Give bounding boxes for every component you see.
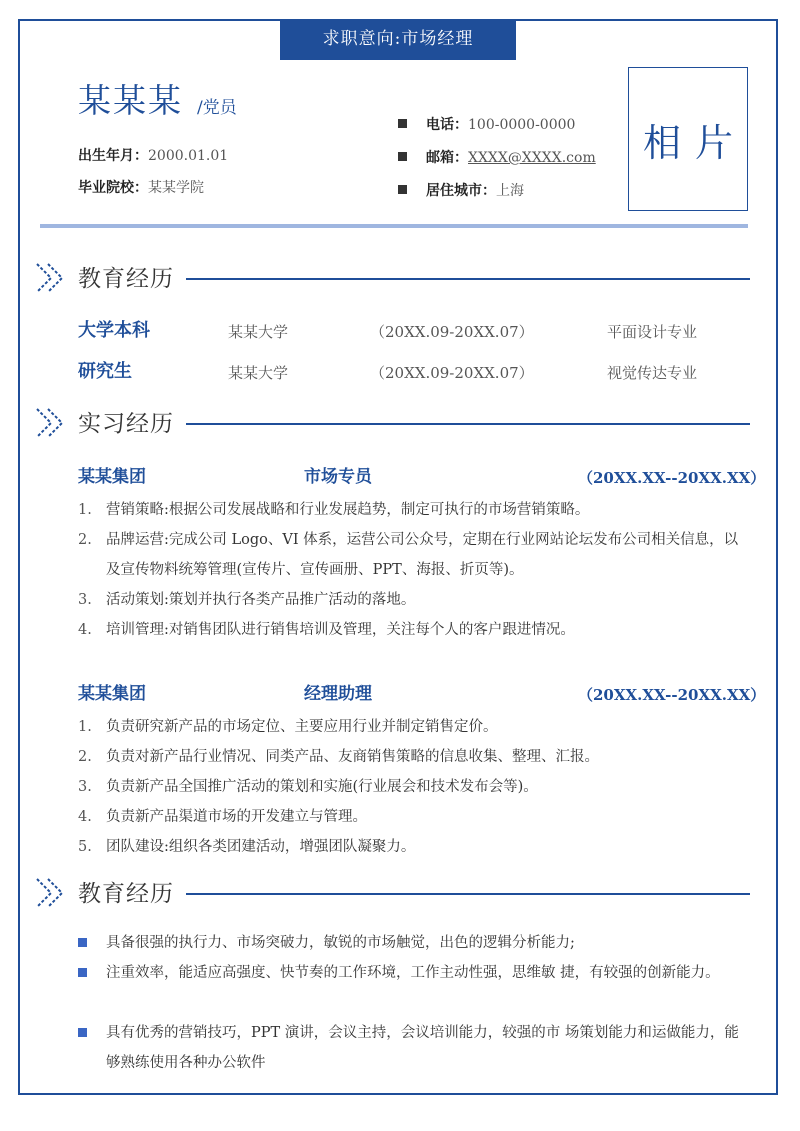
study-dates: （20XX.09-20XX.07） [370, 323, 534, 341]
degree-level: 研究生 [78, 361, 132, 382]
city-value: 上海 [496, 183, 524, 199]
item-text: 负责新产品渠道市场的开发建立与管理。 [106, 809, 367, 825]
phone-line [398, 118, 575, 132]
photo-placeholder: 相片 [628, 67, 748, 211]
item-text: 负责新产品全国推广活动的策划和实施(行业展会和技术发布会等)。 [106, 779, 538, 795]
item-text: 负责研究新产品的市场定位、主要应用行业并制定销售定价。 [106, 719, 498, 735]
section-internship [34, 404, 750, 444]
item-number: 2. [78, 749, 92, 765]
school-name: 某某大学 [228, 323, 289, 341]
double-chevron-icon [34, 261, 68, 295]
email-link[interactable]: XXXX@XXXX.com [468, 150, 596, 166]
job-position: 市场专员 [304, 467, 372, 487]
item-text: 品牌运营:完成公司 Logo、VI 体系，运营公司公众号，定期在行业网站论坛发布公司相关信息，以及宣传物料统筹管理(宣传片、宣传画册、PPT、海报、折页等)。 [106, 532, 739, 578]
duty-item [78, 585, 748, 615]
graduate-school [78, 181, 204, 195]
square-bullet-icon [398, 152, 407, 161]
duty-item [78, 712, 748, 742]
item-text: 负责对新产品行业情况、同类产品、友商销售策略的信息收集、整理、汇报。 [106, 749, 599, 765]
item-text: 营销策略:根据公司发展战略和行业发展趋势，制定可执行的市场营销策略。 [106, 502, 590, 518]
birth-value: 2000.01.01 [148, 148, 229, 164]
phone-value: 100-0000-0000 [468, 117, 576, 133]
duty-item [78, 495, 748, 525]
school-value: 某某学院 [148, 180, 204, 196]
birth-date [78, 149, 228, 163]
summary-text: 具有优秀的营销技巧，PPT 演讲，会议主持，会议培训能力，较强的市 场策划能力和运做能力，能够熟练使用各种办公软件 [106, 1025, 739, 1071]
header-separator [40, 224, 748, 228]
city-label: 居住城市： [426, 183, 496, 199]
job-header [0, 686, 800, 706]
candidate-name: 某某某 [78, 81, 183, 120]
job-header [0, 469, 800, 489]
duty-item [78, 742, 748, 772]
section-title: 教育经历 [78, 266, 174, 292]
square-bullet-icon [398, 119, 407, 128]
city-line [398, 184, 524, 198]
email-label: 邮箱： [426, 150, 468, 166]
summary-item [78, 928, 748, 958]
item-text: 团队建设:组织各类团建活动，增强团队凝聚力。 [106, 839, 416, 855]
duty-item [78, 802, 748, 832]
double-chevron-icon [34, 876, 68, 910]
square-bullet-icon [78, 968, 87, 977]
major: 平面设计专业 [607, 323, 698, 341]
item-number: 4. [78, 809, 92, 825]
summary-item [78, 1018, 748, 1078]
section-rule [186, 893, 750, 895]
duty-item [78, 525, 748, 585]
item-text: 活动策划:策划并执行各类产品推广活动的落地。 [106, 592, 416, 608]
item-number: 2. [78, 532, 92, 548]
section-education [34, 259, 750, 299]
job-dates: （20XX.XX--20XX.XX） [578, 686, 766, 704]
job-dates: （20XX.XX--20XX.XX） [578, 469, 766, 487]
email-line [398, 151, 596, 165]
company-name: 某某集团 [78, 684, 146, 704]
school-label: 毕业院校： [78, 180, 148, 196]
education-row [0, 322, 800, 344]
section-rule [186, 423, 750, 425]
company-name: 某某集团 [78, 467, 146, 487]
item-text: 培训管理:对销售团队进行销售培训及管理，关注每个人的客户跟进情况。 [106, 622, 575, 638]
square-bullet-icon [78, 938, 87, 947]
item-number: 1. [78, 502, 92, 518]
duty-item [78, 832, 748, 862]
summary-text: 注重效率，能适应高强度、快节奏的工作环境，工作主动性强，思维敏 捷，有较强的创新能力。 [106, 965, 720, 981]
phone-label: 电话： [426, 117, 468, 133]
degree-level: 大学本科 [78, 320, 150, 341]
school-name: 某某大学 [228, 364, 289, 382]
section-summary [34, 874, 750, 914]
item-number: 3. [78, 592, 92, 608]
item-number: 3. [78, 779, 92, 795]
duty-item [78, 615, 748, 645]
birth-label: 出生年月： [78, 148, 148, 164]
double-chevron-icon [34, 406, 68, 440]
study-dates: （20XX.09-20XX.07） [370, 364, 534, 382]
major: 视觉传达专业 [607, 364, 698, 382]
summary-item [78, 958, 748, 988]
summary-text: 具备很强的执行力、市场突破力，敏锐的市场触觉，出色的逻辑分析能力; [106, 935, 575, 951]
item-number: 5. [78, 839, 92, 855]
education-row [0, 363, 800, 385]
item-number: 1. [78, 719, 92, 735]
job-intent-banner: 求职意向:市场经理 [280, 19, 516, 60]
item-number: 4. [78, 622, 92, 638]
square-bullet-icon [398, 185, 407, 194]
job-position: 经理助理 [304, 684, 372, 704]
section-rule [186, 278, 750, 280]
section-title: 教育经历 [78, 881, 174, 907]
section-title: 实习经历 [78, 411, 174, 437]
duty-item [78, 772, 748, 802]
political-status: /党员 [197, 98, 237, 118]
square-bullet-icon [78, 1028, 87, 1037]
